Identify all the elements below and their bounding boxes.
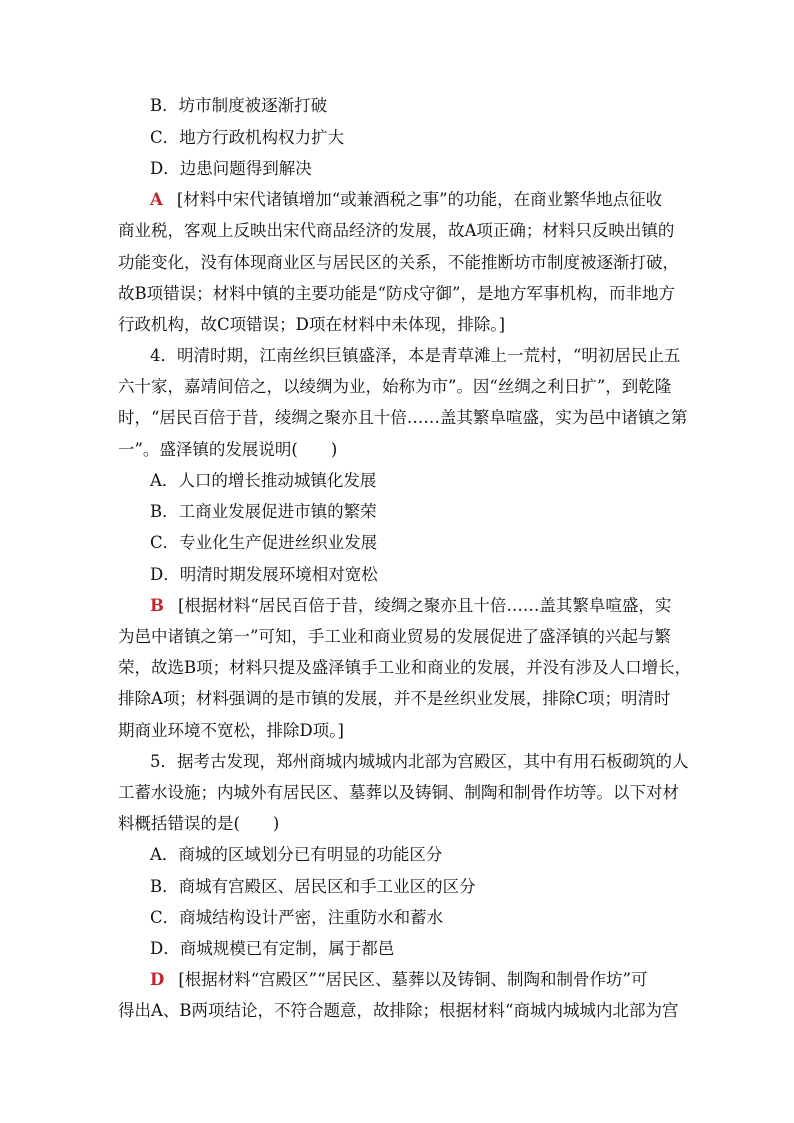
q5-answer-letter: D bbox=[150, 970, 165, 989]
q4-stem-line-3: 时，“居民百倍于昔，绫绸之聚亦且十倍……盖其繁阜喧盛，实为邑中诸镇之第 bbox=[118, 408, 688, 427]
q4-stem-line-2: 六十家，嘉靖间倍之，以绫绸为业，始称为市”。因“丝绸之利日扩”，到乾隆 bbox=[118, 377, 672, 396]
q3-explanation-text-1: [材料中宋代诸镇增加“或兼酒税之事”的功能，在商业繁华地点征收 bbox=[176, 190, 663, 209]
q5-explanation-line-2: 得出A、B两项结论，不符合题意，故排除；根据材料“商城内城城内北部为宫 bbox=[118, 1001, 679, 1020]
q4-explanation-line-5: 期商业环境不宽松，排除D项。] bbox=[118, 721, 344, 740]
q3-option-b: B．坊市制度被逐渐打破 bbox=[150, 96, 328, 115]
q5-stem-line-2: 工蓄水设施；内城外有居民区、墓葬以及铸铜、制陶和制骨作坊等。以下对材 bbox=[118, 783, 679, 802]
q3-explanation-line-2: 商业税，客观上反映出宋代商品经济的发展，故A项正确；材料只反映出镇的 bbox=[118, 221, 675, 240]
q3-explanation-line-4: 故B项错误；材料中镇的主要功能是“防戍守御”，是地方军事机构，而非地方 bbox=[118, 284, 675, 303]
q5-stem-line-3: 料概括错误的是( ) bbox=[118, 814, 280, 833]
q4-stem-line-4: 一”。盛泽镇的发展说明( ) bbox=[118, 440, 338, 459]
q4-explanation-line-2: 为邑中诸镇之第一”可知，手工业和商业贸易的发展促进了盛泽镇的兴起与繁 bbox=[118, 627, 671, 646]
q4-option-d: D．明清时期发展环境相对宽松 bbox=[150, 565, 378, 584]
q4-explanation-text-1: [根据材料“居民百倍于昔，绫绸之聚亦且十倍……盖其繁阜喧盛，实 bbox=[177, 596, 672, 615]
q5-option-b: B．商城有宫殿区、居民区和手工业区的区分 bbox=[150, 877, 476, 896]
q4-explanation-line-3: 荣，故选B项；材料只提及盛泽镇手工业和商业的发展，并没有涉及人口增长， bbox=[118, 658, 692, 677]
q3-explanation-line-5: 行政机构，故C项错误；D项在材料中未体现，排除。] bbox=[118, 315, 506, 334]
q4-option-a: A．人口的增长推动城镇化发展 bbox=[150, 471, 377, 490]
q3-option-d: D．边患问题得到解决 bbox=[150, 159, 312, 178]
q5-explanation-text-1: [根据材料“宫殿区”“居民区、墓葬以及铸铜、制陶和制骨作坊”可 bbox=[178, 970, 648, 989]
q4-explanation-line-4: 排除A项；材料强调的是市镇的发展，并不是丝织业发展，排除C项；明清时 bbox=[118, 689, 671, 708]
q3-explanation-line-3: 功能变化，没有体现商业区与居民区的关系，不能推断坊市制度被逐渐打破， bbox=[118, 253, 679, 272]
q5-option-d: D．商城规模已有定制，属于都邑 bbox=[150, 939, 395, 958]
q4-option-b: B．工商业发展促进市镇的繁荣 bbox=[150, 502, 377, 521]
q3-option-c: C．地方行政机构权力扩大 bbox=[150, 128, 345, 147]
q3-answer-letter: A bbox=[150, 190, 163, 209]
q3-explanation-line-1 bbox=[150, 190, 662, 210]
q4-stem-line-1: 4．明清时期，江南丝织巨镇盛泽，本是青草滩上一荒村，“明初居民止五 bbox=[150, 346, 681, 365]
q4-answer-letter: B bbox=[150, 596, 164, 615]
q5-option-c: C．商城结构设计严密，注重防水和蓄水 bbox=[150, 908, 444, 927]
q4-option-c: C．专业化生产促进丝织业发展 bbox=[150, 533, 378, 552]
q5-explanation-line-1 bbox=[150, 970, 648, 990]
q5-option-a: A．商城的区域划分已有明显的功能区分 bbox=[150, 845, 443, 864]
q4-explanation-line-1 bbox=[150, 596, 671, 616]
q5-stem-line-1: 5．据考古发现，郑州商城内城城内北部为宫殿区，其中有用石板砌筑的人 bbox=[150, 752, 689, 771]
